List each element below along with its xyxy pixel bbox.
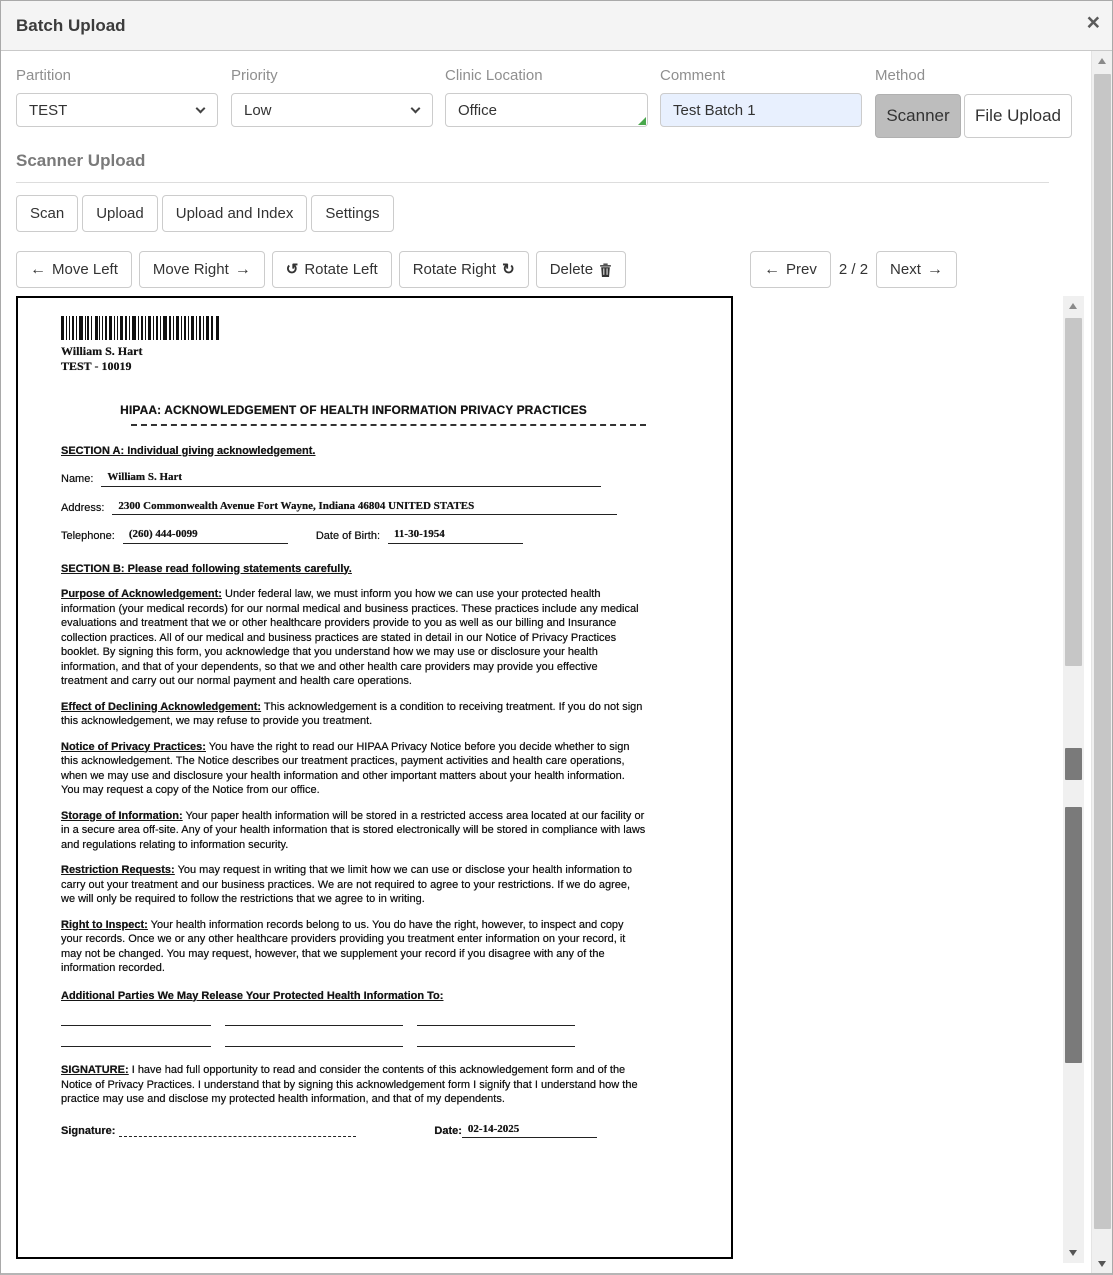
chevron-down-icon: [411, 104, 421, 114]
scanned-document-preview: [16, 296, 733, 1259]
scroll-down-icon[interactable]: [1098, 1261, 1106, 1267]
comment-label: Comment: [660, 67, 726, 84]
page-indicator: 2 / 2: [838, 261, 869, 278]
method-file-upload-button[interactable]: File Upload: [964, 94, 1072, 138]
partition-value: TEST: [29, 101, 68, 119]
clinic-location-label: Clinic Location: [445, 67, 543, 84]
chevron-down-icon: [196, 104, 206, 114]
clinic-location-input[interactable]: [445, 93, 648, 127]
section-b-heading: SECTION B: Please read following statements carefully.: [61, 562, 352, 575]
clinic-location-value: Office: [458, 101, 497, 119]
arrow-left-icon: ←: [764, 260, 780, 278]
priority-label: Priority: [231, 67, 278, 84]
paragraph-notice: Notice of Privacy Practices: You have the right to read our HIPAA Privacy Notice before you decide whether to sign this acknowledgement. The Notice describes our treatment practices, payment activities and health care operations, when we may use and disclosure your health information and other important matters about your health information. You may request a copy of the Notice from our office.: [61, 740, 630, 796]
signature-line: [119, 1136, 356, 1137]
dialog-scrollbar[interactable]: [1091, 51, 1112, 1274]
signature-paragraph: SIGNATURE: I have had full opportunity to read and consider the contents of this acknowledgement form and of the Notice of Privacy Practices. I understand that by signing this acknowledgement form I signify that I understand how the practice may use and disclose my protected health information, and that of my dependents.: [61, 1064, 638, 1105]
paragraph-purpose: Purpose of Acknowledgement: Under federal law, we must inform you how we can use your protected health information (your medical records) for our normal medical and business practices. These practices include any medical evaluations and treatment that we or other healthcare providers provide to you as well as our billing and Insurance collection practices. All of our medical and business practices are stated in detail in our Notice of Privacy Practices booklet. By signing this form, you acknowledge that you understand how we may use or disclosure your health information, and that of your dependents, so that we and other health care providers may provide you effective treatment and carry out our normal payment and health care operations.: [61, 588, 639, 687]
scrollbar-thumb[interactable]: [1065, 807, 1082, 1063]
telephone-dob-row: Telephone: (260) 444-0099 Date of Birth: 11-30-1954: [61, 527, 646, 544]
section-a-heading: SECTION A: Individual giving acknowledgement.: [61, 444, 316, 457]
name-value: William S. Hart: [107, 471, 183, 483]
signature-row: Signature: Date: 02-14-2025: [61, 1122, 646, 1139]
prev-page-button[interactable]: ← Prev: [750, 251, 831, 288]
paragraph-restriction: Restriction Requests: You may request in writing that we limit how we can use or disclose your health information to carry out your treatment and our business practices. We are not required to agree to your restrictions. If we do agree, we will only be required to follow the restrictions that we agree to in writing.: [61, 864, 633, 905]
paragraph-effect: Effect of Declining Acknowledgement: This acknowledgement is a condition to receiving treatment. If you do not sign this acknowledgement, we may refuse to provide you treatment.: [61, 700, 643, 727]
move-right-button[interactable]: Move Right →: [139, 251, 265, 288]
partition-select[interactable]: [16, 93, 218, 127]
comment-input[interactable]: [660, 93, 862, 127]
dashed-divider: [131, 424, 646, 426]
move-left-button[interactable]: ← Move Left: [16, 251, 132, 288]
scrollbar-thumb[interactable]: [1065, 318, 1082, 666]
priority-value: Low: [244, 101, 272, 119]
arrow-right-icon: →: [926, 260, 943, 278]
dialog-title: Batch Upload: [16, 15, 126, 35]
arrow-right-icon: →: [234, 260, 251, 278]
scanner-upload-heading: Scanner Upload: [16, 151, 146, 170]
rotate-ccw-icon: ↺: [285, 261, 299, 278]
patient-name: William S. Hart: [61, 344, 143, 358]
partition-label: Partition: [16, 67, 72, 84]
trash-icon: [599, 263, 612, 277]
blank-line-row: [61, 1025, 646, 1026]
scroll-down-icon[interactable]: [1069, 1250, 1077, 1256]
name-row: Name: William S. Hart: [61, 470, 646, 487]
telephone-value: (260) 444-0099: [128, 528, 198, 540]
resize-grip-icon[interactable]: [638, 117, 646, 125]
scan-button[interactable]: Scan: [16, 195, 78, 232]
date-value: 02-14-2025: [467, 1122, 520, 1135]
preview-scrollbar[interactable]: [1063, 296, 1084, 1263]
divider: [16, 182, 1049, 183]
upload-button[interactable]: Upload: [82, 195, 158, 232]
document-title: HIPAA: ACKNOWLEDGEMENT OF HEALTH INFORMATION PRIVACY PRACTICES: [120, 403, 587, 417]
scroll-up-icon[interactable]: [1069, 303, 1077, 309]
method-scanner-button[interactable]: Scanner: [875, 94, 961, 138]
comment-value: Test Batch 1: [673, 101, 756, 119]
close-icon[interactable]: ×: [1086, 9, 1100, 35]
next-page-button[interactable]: Next →: [876, 251, 957, 288]
paragraph-right-to-inspect: Right to Inspect: Your health information records belong to us. You do have the right, however, to inspect and copy your records. Once we or any other healthcare providers providing you treatment enter information on your record, it may not be changed. You may request, however, that we supplement your record if you disagree with any of the information recorded.: [61, 918, 626, 974]
patient-id: TEST - 10019: [61, 358, 132, 373]
rotate-left-button[interactable]: ↺ Rotate Left: [272, 251, 392, 288]
dob-value: 11-30-1954: [394, 528, 445, 540]
rotate-cw-icon: ↻: [502, 261, 515, 278]
scroll-up-icon[interactable]: [1098, 58, 1106, 64]
blank-line-row: [61, 1046, 646, 1047]
delete-button[interactable]: Delete: [536, 251, 626, 288]
dialog-header: [1, 1, 1112, 51]
scrollbar-thumb[interactable]: [1094, 74, 1111, 1229]
scrollbar-thumb[interactable]: [1065, 748, 1082, 780]
paragraph-storage: Storage of Information: Your paper health information will be stored in a restricted access area located at our facility or in a secure area off-site. Any of your health information that is stored electronically will be stored in compliance with laws and regulations relating to information security.: [61, 809, 646, 851]
address-row: Address: 2300 Commonwealth Avenue Fort Wayne, Indiana 46804 UNITED STATES: [61, 499, 646, 516]
method-label: Method: [875, 67, 926, 84]
arrow-left-icon: ←: [30, 260, 46, 278]
upload-and-index-button[interactable]: Upload and Index: [162, 195, 308, 232]
address-value: 2300 Commonwealth Avenue Fort Wayne, Indiana 46804 UNITED STATES: [118, 499, 475, 512]
priority-select[interactable]: [231, 93, 433, 127]
barcode: [61, 316, 219, 340]
rotate-right-button[interactable]: Rotate Right ↻: [399, 251, 529, 288]
settings-button[interactable]: Settings: [311, 195, 393, 232]
additional-parties-heading: Additional Parties We May Release Your Protected Health Information To:: [61, 989, 444, 1002]
